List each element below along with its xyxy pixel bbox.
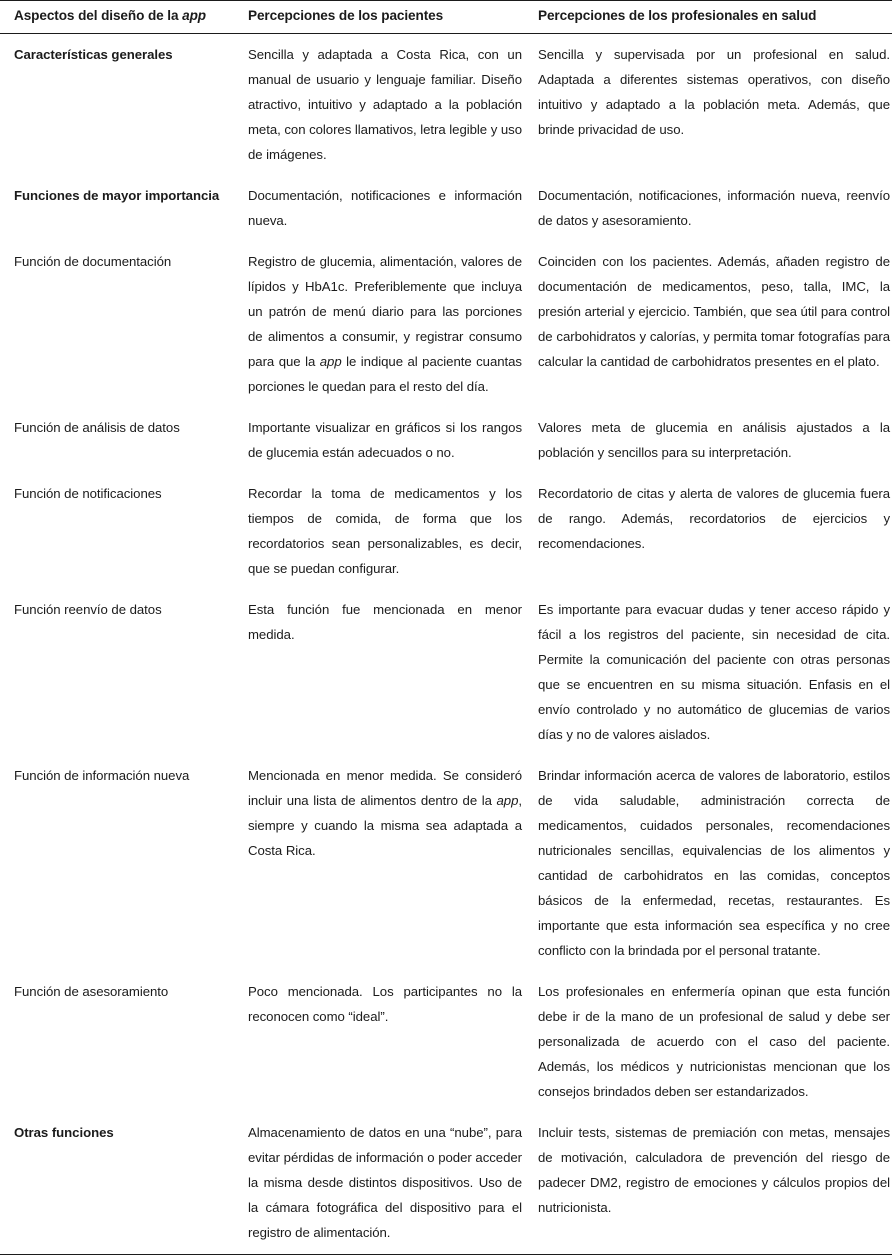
patients-text: Mencionada en menor medida. Se consideró incluir una lista de alimentos dentro de la app, siempre y cuando la misma sea adaptada a Costa Rica.: [248, 767, 522, 858]
cell-professionals: [538, 971, 892, 1112]
aspect-label: Función de notificaciones: [14, 485, 162, 501]
table-row: [0, 175, 892, 241]
professionals-text: Es importante para evacuar dudas y tener acceso rápido y fácil a los registros del paciente, sin necesidad de cita. Permite la comunicación del paciente con otras personas que se encuentren en su misma situación. Enfasis en el envío controlado y no automático de glucemias de varios días y no de valores aislados.: [538, 601, 890, 742]
cell-professionals: [538, 241, 892, 407]
aspect-label: Función de análisis de datos: [14, 419, 180, 435]
header-italic-app: app: [182, 8, 207, 23]
cell-patients: [248, 589, 538, 755]
cell-professionals: [538, 755, 892, 971]
professionals-text: Incluir tests, sistemas de premiación con metas, mensajes de motivación, calculadora de prevención del riesgo de padecer DM2, registro de emociones y cálculos propios del nutricionista.: [538, 1124, 890, 1215]
cell-professionals: [538, 1112, 892, 1255]
table-row: [0, 473, 892, 589]
cell-aspect: [0, 175, 248, 241]
patients-text: Almacenamiento de datos en una “nube”, para evitar pérdidas de información o poder acceder la misma desde distintos dispositivos. Uso de la cámara fotográfica del dispositivo para el registro de alimentación.: [248, 1124, 522, 1240]
aspect-label: Otras funciones: [14, 1124, 114, 1140]
italic-app: app: [319, 353, 342, 369]
patients-text: Esta función fue mencionada en menor medida.: [248, 601, 522, 642]
professionals-text: Valores meta de glucemia en análisis ajustados a la población y sencillos para su interpretación.: [538, 419, 890, 460]
cell-patients: [248, 175, 538, 241]
column-header-professionals: [538, 1, 892, 34]
professionals-text: Documentación, notificaciones, información nueva, reenvío de datos y asesoramiento.: [538, 187, 890, 228]
cell-aspect: [0, 33, 248, 175]
table-row: [0, 241, 892, 407]
table-header: [0, 1, 892, 34]
column-header-patients-label: Percepciones de los pacientes: [248, 8, 444, 23]
cell-aspect: [0, 971, 248, 1112]
patients-text: Registro de glucemia, alimentación, valores de lípidos y HbA1c. Preferiblemente que incluya un patrón de menú diario para las porciones de alimentos a consumir, y registrar consumo para que la app le indique al paciente cuantas porciones le quedan para el resto del día.: [248, 253, 522, 394]
table-row: [0, 589, 892, 755]
cell-patients: [248, 241, 538, 407]
aspect-label: Función de asesoramiento: [14, 983, 169, 999]
column-header-patients: [248, 1, 538, 34]
cell-patients: [248, 1112, 538, 1255]
italic-app: app: [496, 792, 519, 808]
column-header-professionals-label: Percepciones de los profesionales en salud: [538, 8, 817, 23]
cell-professionals: [538, 175, 892, 241]
patients-text: Sencilla y adaptada a Costa Rica, con un manual de usuario y lenguaje familiar. Diseño atractivo, intuitivo y adaptado a la población meta, con colores llamativos, letra legible y uso de imágenes.: [248, 46, 522, 162]
professionals-text: Recordatorio de citas y alerta de valores de glucemia fuera de rango. Además, recordatorios de ejercicios y recomendaciones.: [538, 485, 890, 551]
professionals-text: Los profesionales en enfermería opinan que esta función debe ir de la mano de un profesional de salud y debe ser personalizada de acuerdo con el caso del paciente. Además, los médicos y nutricionistas mencionan que los consejos brindados deben ser estandarizados.: [538, 983, 890, 1099]
professionals-text: Brindar información acerca de valores de laboratorio, estilos de vida saludable, administración correcta de medicamentos, cuidados personales, recomendaciones nutricionales sencillas, equivalencias de los alimentos y cantidad de carbohidratos en las comidas, conceptos básicos de la enfermedad, recetas, restaurantes. Es importante que esta información sea específica y no cree conflicto con la brindada por el personal tratante.: [538, 767, 890, 958]
cell-patients: [248, 33, 538, 175]
table-row: [0, 755, 892, 971]
aspect-label: Funciones de mayor importancia: [14, 187, 220, 203]
cell-aspect: [0, 241, 248, 407]
column-header-aspects: [0, 1, 248, 34]
aspect-label: Función reenvío de datos: [14, 601, 162, 617]
table-row: [0, 33, 892, 175]
cell-aspect: [0, 589, 248, 755]
cell-patients: [248, 971, 538, 1112]
patients-text: Poco mencionada. Los participantes no la reconocen como “ideal”.: [248, 983, 522, 1024]
cell-patients: [248, 407, 538, 473]
table-body: [0, 33, 892, 1254]
cell-professionals: [538, 473, 892, 589]
cell-aspect: [0, 473, 248, 589]
cell-aspect: [0, 407, 248, 473]
cell-aspect: [0, 755, 248, 971]
professionals-text: Coinciden con los pacientes. Además, añaden registro de documentación de medicamentos, peso, talla, IMC, la presión arterial y ejercicio. También, que sea útil para control de carbohidratos y calorías, y permita tomar fotografías para calcular la cantidad de carbohidratos presentes en el plato.: [538, 253, 890, 369]
cell-patients: [248, 755, 538, 971]
aspect-label: Función de documentación: [14, 253, 172, 269]
aspect-label: Función de información nueva: [14, 767, 190, 783]
cell-professionals: [538, 33, 892, 175]
cell-patients: [248, 473, 538, 589]
professionals-text: Sencilla y supervisada por un profesional en salud. Adaptada a diferentes sistemas operativos, con diseño intuitivo y adaptado a la población meta. Además, que brinde privacidad de uso.: [538, 46, 890, 137]
patients-text: Recordar la toma de medicamentos y los tiempos de comida, de forma que los recordatorios sean personalizables, es decir, que se puedan configurar.: [248, 485, 522, 576]
table-row: [0, 1112, 892, 1255]
patients-text: Importante visualizar en gráficos si los rangos de glucemia están adecuados o no.: [248, 419, 522, 460]
table-row: [0, 407, 892, 473]
aspect-label: Características generales: [14, 46, 173, 62]
cell-aspect: [0, 1112, 248, 1255]
column-header-aspects-label: Aspectos del diseño de la app: [14, 8, 207, 23]
cell-professionals: [538, 407, 892, 473]
table-row: [0, 971, 892, 1112]
cell-professionals: [538, 589, 892, 755]
patients-text: Documentación, notificaciones e información nueva.: [248, 187, 522, 228]
header-row: [0, 1, 892, 34]
